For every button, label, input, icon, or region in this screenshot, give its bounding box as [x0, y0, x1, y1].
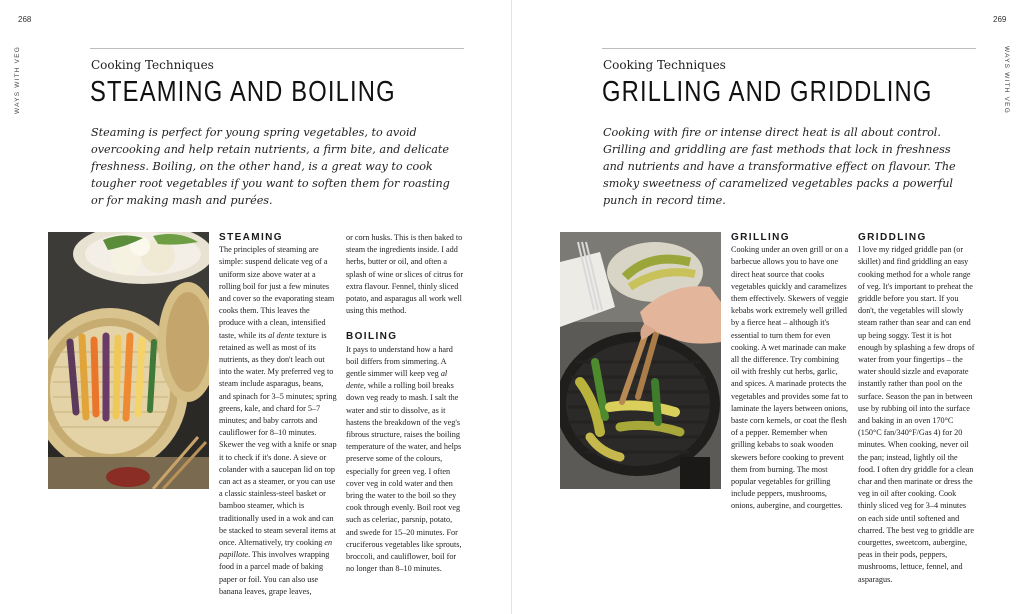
steaming-column: [219, 232, 337, 598]
right-intro: Cooking with fire or intense direct heat is all about control. Grilling and griddling are fast methods that lock in freshness and nutrients and have a transformative effect on flavour. The smoky sweetness of caramelized vegetables packs a powerful punch in record time.: [603, 126, 956, 207]
right-header-rule: [602, 48, 976, 49]
right-page-title: GRILLING AND GRIDDLING: [602, 76, 933, 108]
spread-gutter: [511, 0, 512, 614]
grilling-heading: GRILLING: [731, 232, 790, 243]
right-kicker: Cooking Techniques: [603, 58, 726, 72]
left-intro: Steaming is perfect for young spring vegetables, to avoid overcooking and help retain nutrients, a firm bite, and delicate freshness. Boiling, on the other hand, is a great way to cook tougher root vegetables if you want to soften them for roasting or for making mash and purées.: [91, 126, 450, 207]
left-header-rule: [90, 48, 464, 49]
griddle-pan-photo: [560, 232, 721, 489]
boiling-column: [346, 232, 464, 575]
right-page-number: 269: [993, 15, 1007, 24]
griddling-column: [858, 232, 976, 586]
left-side-tab: WAYS WITH VEG: [14, 46, 21, 114]
griddling-heading: GRIDDLING: [858, 232, 927, 243]
griddling-text: I love my ridged griddle pan (or skillet) and find griddling an easy cooking method for a whole range of veg. It's important to preheat the griddle before you start. If you don't, the vegetables will slowly steam rather than sear and can end up being soggy. Test it is hot enough by splashing a few drops of water from your fingertips – the water should sizzle and evaporate instantly rather than pool on the surface. Season the pan in between use by rubbing oil into the surface and baking in an oven 170°C (150°C fan/340°F/Gas 4) for 20 minutes. When cooking, never oil the pan; instead, lightly oil the food. I often dry griddle for a clean char and then marinate or dress the veg in oil after cooking. Cook thinly sliced veg for 3–4 minutes on each side until softened and charred. The best veg to griddle are courgettes, sweetcorn, aubergine, peas in their pods, peppers, mushrooms, lettuce, fennel, and asparagus.: [858, 245, 975, 584]
right-side-tab: WAYS WITH VEG: [1003, 46, 1010, 114]
left-page-title: STEAMING AND BOILING: [90, 76, 396, 108]
steaming-heading: STEAMING: [219, 232, 283, 243]
grilling-column: [731, 232, 849, 513]
steaming-text: The principles of steaming are simple: suspend delicate veg of a uniform size above water at a rolling boil for just a few minutes and cover so the evaporating steam cooks them. This leaves the produce with a clean, intensified taste, while its al dente texture is retained as well as most of its nutrients, as they don't leach out into the water. My preferred veg to steam include asparagus, beans, and spinach for 3–5 minutes; spring greens, kale, and chard for 5–7 minutes; and baby carrots and cauliflower for 8–10 minutes. Skewer the veg with a knife or snap it to check if it's done. A sieve or colander with a saucepan lid on top can act as a steamer, or you can use a classic stainless-steel basket or bamboo steamer, which is traditionally used in a wok and can be stacked to steam several items at once. Alternatively, try cooking en papillote. This involves wrapping food in a parcel made of baking paper or foil. You can also use banana leaves, grape leaves,: [219, 245, 337, 596]
steaming-text-continued: or corn husks. This is then baked to steam the ingredients inside. I add herbs, butter or oil, and often a splash of wine or slices of citrus for extra flavour. Fennel, thinly sliced potato, and asparagus all work well using this method.: [346, 233, 464, 316]
grilling-text: Cooking under an oven grill or on a barbecue allows you to have one direct heat source that cooks vegetables quickly and caramelizes them effectively. Skewers of veggie kebabs work extremely well grilled by a fierce heat – although it's essential to turn them for even cooking. A wet marinade can make all the difference. Try combining oil with freshly cut herbs, garlic, and spices. A marinade protects the vegetables and provides some fat to laminate the layers between onions, baste corn kernels, or coat the flesh of a pepper. Remember when grilling kebabs to soak wooden skewers before cooking to prevent them from burning. The most popular vegetables for grilling include peppers, mushrooms, onions, aubergine, and courgettes.: [731, 245, 849, 511]
left-kicker: Cooking Techniques: [91, 58, 214, 72]
left-page-number: 268: [18, 15, 32, 24]
boiling-text: It pays to understand how a hard boil differs from simmering. A gentle simmer will keep veg al dente, while a rolling boil breaks down veg ready to mash. I salt the water and stir to dissolve, as it hastens the breakdown of the veg's fibrous structure, raises the boiling temperature of the water, and helps preserve some of the colours, especially for green veg. I often cover veg in cold water and then bring the water to the boil so they cook through evenly. Boil root veg such as celeriac, parsnip, potato, and swede for 15–20 minutes. For cruciferous vegetables like sprouts, broccoli, and cauliflower, boil for no longer than 8–10 minutes.: [346, 344, 462, 574]
boiling-heading: BOILING: [346, 331, 398, 343]
steamer-vegetables-photo: [48, 232, 209, 489]
